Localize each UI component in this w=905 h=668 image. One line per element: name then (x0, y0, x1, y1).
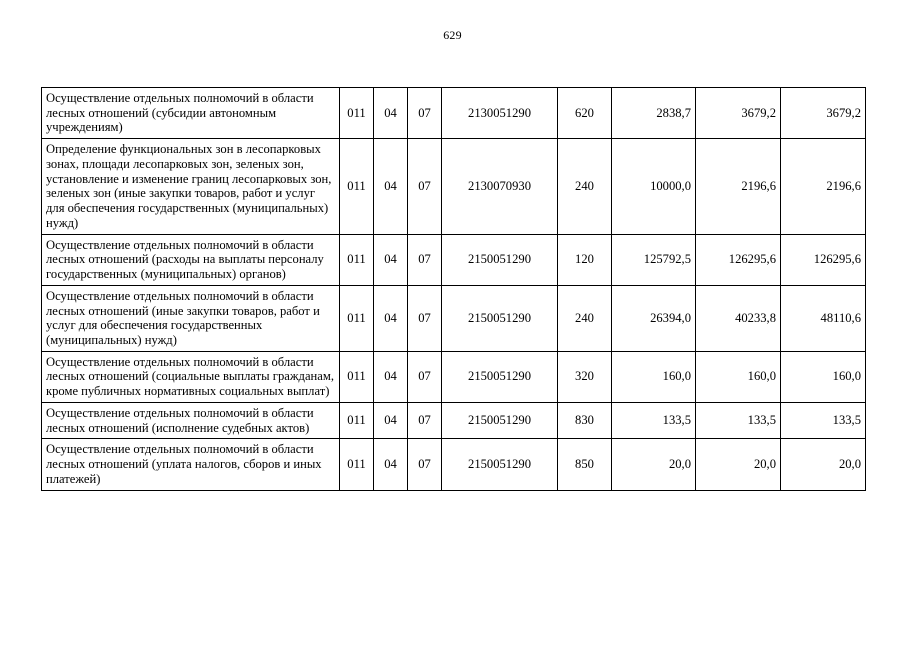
row-amount-2: 2196,6 (696, 139, 781, 234)
row-expense-type: 320 (558, 351, 612, 402)
row-chapter: 011 (340, 351, 374, 402)
row-name: Осуществление отдельных полномочий в области лесных отношений (иные закупки товаров, работ и услуг для обеспечения государственных (муниципальных) нужд) (42, 285, 340, 351)
row-expense-type: 240 (558, 285, 612, 351)
row-target-article: 2150051290 (442, 351, 558, 402)
row-amount-1: 160,0 (612, 351, 696, 402)
row-subsection: 07 (408, 88, 442, 139)
row-name: Определение функциональных зон в лесопарковых зонах, площади лесопарковых зон, зеленых зон, установление и изменение границ лесопарковых зон, зеленых зон (иные закупки товаров, работ и услуг для обеспечения государственных (муниципальных) нужд) (42, 139, 340, 234)
row-section: 04 (374, 402, 408, 438)
row-amount-3: 126295,6 (781, 234, 866, 285)
row-amount-2: 126295,6 (696, 234, 781, 285)
table-row (42, 351, 866, 402)
row-target-article: 2150051290 (442, 285, 558, 351)
row-subsection: 07 (408, 402, 442, 438)
row-amount-2: 3679,2 (696, 88, 781, 139)
row-amount-1: 10000,0 (612, 139, 696, 234)
row-name: Осуществление отдельных полномочий в области лесных отношений (исполнение судебных актов) (42, 402, 340, 438)
row-target-article: 2150051290 (442, 234, 558, 285)
document-page (0, 28, 905, 668)
row-subsection: 07 (408, 234, 442, 285)
row-amount-2: 160,0 (696, 351, 781, 402)
row-expense-type: 620 (558, 88, 612, 139)
row-chapter: 011 (340, 139, 374, 234)
row-amount-1: 125792,5 (612, 234, 696, 285)
page-number: 629 (443, 28, 462, 42)
row-expense-type: 850 (558, 439, 612, 490)
row-section: 04 (374, 351, 408, 402)
row-name: Осуществление отдельных полномочий в области лесных отношений (расходы на выплаты персоналу государственных (муниципальных) органов) (42, 234, 340, 285)
row-subsection: 07 (408, 439, 442, 490)
row-section: 04 (374, 285, 408, 351)
row-amount-1: 133,5 (612, 402, 696, 438)
row-name: Осуществление отдельных полномочий в области лесных отношений (уплата налогов, сборов и иных платежей) (42, 439, 340, 490)
row-chapter: 011 (340, 402, 374, 438)
row-expense-type: 240 (558, 139, 612, 234)
row-amount-3: 160,0 (781, 351, 866, 402)
row-target-article: 2150051290 (442, 402, 558, 438)
row-expense-type: 120 (558, 234, 612, 285)
row-amount-1: 2838,7 (612, 88, 696, 139)
row-amount-3: 133,5 (781, 402, 866, 438)
row-section: 04 (374, 139, 408, 234)
row-chapter: 011 (340, 234, 374, 285)
row-name: Осуществление отдельных полномочий в области лесных отношений (субсидии автономным учреждениям) (42, 88, 340, 139)
table-row (42, 402, 866, 438)
row-section: 04 (374, 234, 408, 285)
row-section: 04 (374, 439, 408, 490)
row-amount-2: 40233,8 (696, 285, 781, 351)
row-chapter: 011 (340, 285, 374, 351)
budget-table (41, 87, 866, 491)
row-amount-1: 26394,0 (612, 285, 696, 351)
budget-table-body (42, 88, 866, 491)
row-expense-type: 830 (558, 402, 612, 438)
row-subsection: 07 (408, 351, 442, 402)
row-amount-3: 2196,6 (781, 139, 866, 234)
row-chapter: 011 (340, 88, 374, 139)
row-name: Осуществление отдельных полномочий в области лесных отношений (социальные выплаты гражданам, кроме публичных нормативных социальных выплат) (42, 351, 340, 402)
row-section: 04 (374, 88, 408, 139)
row-subsection: 07 (408, 285, 442, 351)
table-row (42, 439, 866, 490)
table-row (42, 234, 866, 285)
row-amount-3: 20,0 (781, 439, 866, 490)
row-chapter: 011 (340, 439, 374, 490)
budget-table-container (41, 87, 865, 491)
row-target-article: 2130070930 (442, 139, 558, 234)
row-amount-3: 48110,6 (781, 285, 866, 351)
row-subsection: 07 (408, 139, 442, 234)
row-target-article: 2150051290 (442, 439, 558, 490)
table-row (42, 88, 866, 139)
row-amount-2: 20,0 (696, 439, 781, 490)
table-row (42, 139, 866, 234)
row-amount-3: 3679,2 (781, 88, 866, 139)
row-amount-1: 20,0 (612, 439, 696, 490)
row-target-article: 2130051290 (442, 88, 558, 139)
table-row (42, 285, 866, 351)
row-amount-2: 133,5 (696, 402, 781, 438)
